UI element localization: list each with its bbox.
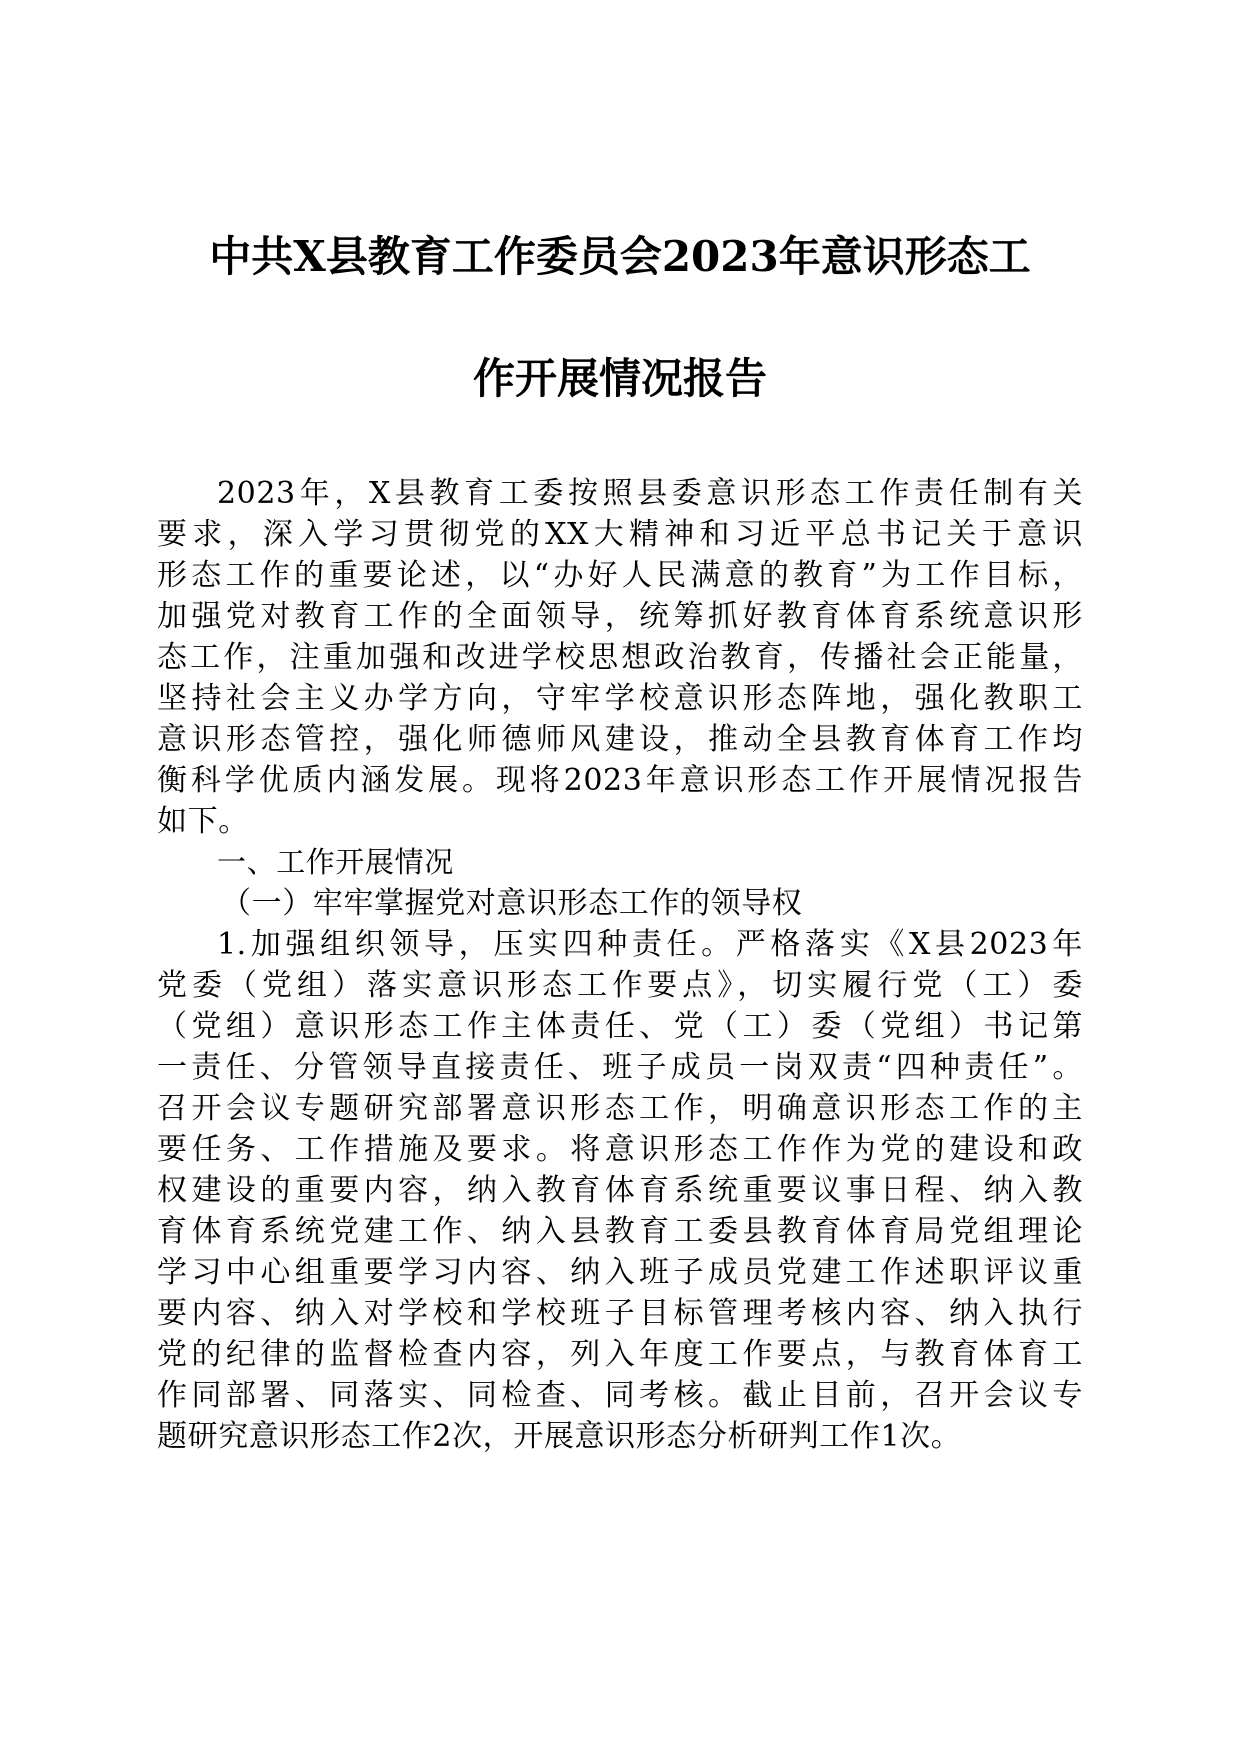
document-body <box>157 473 1083 1457</box>
subsection-heading: （一）牢牢掌握党对意识形态工作的领导权 <box>221 886 803 921</box>
paragraph-line: （党组）意识形态工作主体责任、党（工）委（党组）书记第 <box>157 1009 1083 1044</box>
section-heading: 一、工作开展情况 <box>217 845 454 879</box>
document-title-line-2: 作开展情况报告 <box>472 354 767 403</box>
paragraph-line: 题研究意识形态工作2次，开展意识形态分析研判工作1次。 <box>157 1419 962 1454</box>
paragraph-line: 坚持社会主义办学方向，守牢学校意识形态阵地，强化教职工 <box>157 681 1083 716</box>
paragraph-line: 形态工作的重要论述，以“办好人民满意的教育”为工作目标， <box>157 558 1083 593</box>
paragraph-line: 2023年，X县教育工委按照县委意识形态工作责任制有关 <box>217 476 1083 511</box>
paragraph-line: 党委（党组）落实意识形态工作要点》，切实履行党（工）委 <box>157 968 1083 1003</box>
paragraph-line: 1.加强组织领导，压实四种责任。严格落实《X县2023年 <box>217 927 1083 962</box>
paragraph-line: 要任务、工作措施及要求。将意识形态工作作为党的建设和政 <box>157 1132 1083 1167</box>
document-title-line-1: 中共X县教育工作委员会2023年意识形态工 <box>209 232 1031 281</box>
paragraph-line: 衡科学优质内涵发展。现将2023年意识形态工作开展情况报告 <box>157 763 1083 798</box>
paragraph-line: 党的纪律的监督检查内容，列入年度工作要点，与教育体育工 <box>157 1337 1083 1372</box>
paragraph-line: 要求，深入学习贯彻党的XX大精神和习近平总书记关于意识 <box>157 517 1083 552</box>
paragraph-line: 如下。 <box>157 804 249 839</box>
paragraph-line: 意识形态管控，强化师德师风建设，推动全县教育体育工作均 <box>157 722 1083 757</box>
paragraph-line: 作同部署、同落实、同检查、同考核。截止目前，召开会议专 <box>157 1378 1083 1413</box>
paragraph-line: 态工作，注重加强和改进学校思想政治教育，传播社会正能量， <box>157 640 1083 675</box>
intro-paragraph <box>157 473 1083 842</box>
paragraph-line: 育体育系统党建工作、纳入县教育工委县教育体育局党组理论 <box>157 1214 1083 1249</box>
paragraph-line: 一责任、分管领导直接责任、班子成员一岗双责“四种责任”。 <box>157 1050 1083 1085</box>
item-1-paragraph <box>157 924 1083 1457</box>
paragraph-line: 权建设的重要内容，纳入教育体育系统重要议事日程、纳入教 <box>157 1173 1083 1208</box>
paragraph-line: 学习中心组重要学习内容、纳入班子成员党建工作述职评议重 <box>157 1255 1083 1290</box>
paragraph-line: 加强党对教育工作的全面领导，统筹抓好教育体育系统意识形 <box>157 599 1083 634</box>
paragraph-line: 要内容、纳入对学校和学校班子目标管理考核内容、纳入执行 <box>157 1296 1083 1331</box>
paragraph-line: 召开会议专题研究部署意识形态工作，明确意识形态工作的主 <box>157 1091 1083 1126</box>
